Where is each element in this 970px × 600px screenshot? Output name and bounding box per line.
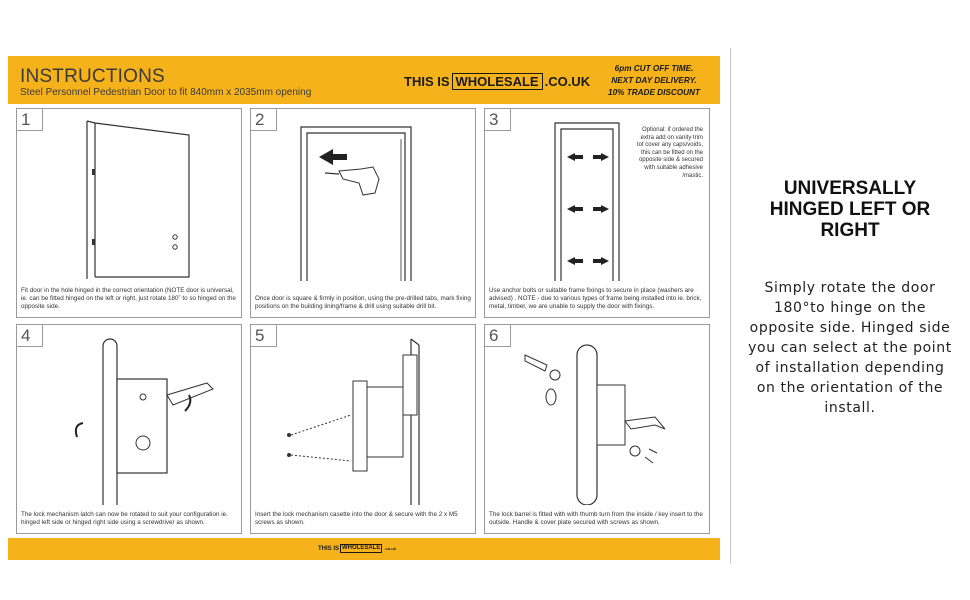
side-heading-line: HINGED LEFT OR [769,199,931,220]
step-number: 6 [489,326,499,345]
drill-icon [339,167,379,195]
rotate-arrow-icon [76,423,83,437]
step-caption: The lock barrel is fitted with with thumb turn from the inside / key insert to the outside. Handle & cover plate secured with screws as shown. [489,511,703,526]
sheet-title: INSTRUCTIONS [20,66,165,87]
step-panel-6 [484,324,710,534]
instruction-sheet [8,56,720,560]
step-number: 1 [21,110,31,129]
promo-line: NEXT DAY DELIVERY. [611,76,697,85]
step-caption: Once door is square & firmly in position, using the pre-drilled tabs, mark fixing positions on the building lining/frame & drill using suitable drill bit. [255,295,471,310]
thumb-turn-icon [525,355,547,371]
door-illustration [17,109,243,289]
footer-banner [8,538,720,560]
lock-rotate-illustration [17,325,243,505]
step-panel-2 [250,108,476,318]
step-number: 5 [255,326,265,345]
side-heading [742,178,958,241]
brand-tld: .co.uk [384,546,396,551]
brand-prefix: THIS IS [318,545,340,552]
step-panel-1 [16,108,242,318]
brand-logo [404,73,590,90]
brand-box: WHOLESALE [452,73,543,90]
step-caption: Use anchor bolts or suitable frame fixings to secure in place (washers are advised) . NOTE - due to various types of frame being installed into ie. brick, metal, timber, we are unable to supply the door with fixings. [489,287,702,310]
step-panel-5 [250,324,476,534]
brand-tld: .CO.UK [544,74,591,89]
promo-block [598,63,710,99]
step-number: 4 [21,326,31,345]
promo-line: 6pm CUT OFF TIME. [614,64,694,73]
vanity-trim-note: Optional: if ordered the extra add on vanity trim tot cover any caps/voids, this can be fitted on the opposite side & secured with suitable adhesive /mastic. [636,127,703,179]
step-caption: Insert the lock mechanism casette into the door & secure with the 2 x M5 screws as shown. [255,511,458,526]
step-panel-4 [16,324,242,534]
sheet-subtitle: Steel Personnel Pedestrian Door to fit 840mm x 2035mm opening [20,87,312,98]
cassette-illustration [251,325,477,505]
brand-box: WHOLESALE [342,545,381,551]
handle-illustration [485,325,711,505]
drill-illustration [251,109,477,289]
vertical-divider [730,48,731,564]
step-number: 2 [255,110,265,129]
step-panel-3 [484,108,710,318]
step-number: 3 [489,110,499,129]
header-banner [8,56,720,104]
step-caption: The lock mechanism latch can now be rotated to suit your configuration ie. hinged left side or hinged right side using a screwdriver as shown. [21,511,228,526]
side-body-text: Simply rotate the door 180°to hinge on the opposite side. Hinged side you can select at the point of installation depending on the orientation of the install. [748,280,952,416]
handle-icon [625,417,665,429]
arrow-left-icon [319,149,347,165]
brand-prefix: THIS IS [404,74,450,89]
screw-icon [287,433,291,437]
promo-line: 10% TRADE DISCOUNT [608,88,700,97]
screw-icon [287,453,291,457]
side-heading-line: RIGHT [820,220,880,241]
side-heading-line: UNIVERSALLY [783,178,917,199]
step-caption: Fit door in the hole hinged in the correct orientation (NOTE door is universal, ie. can be fitted hinged on the left or right, just rotate 180˚ to so hinged on the opposite side. [21,287,236,310]
footer-brand-logo [318,544,396,553]
